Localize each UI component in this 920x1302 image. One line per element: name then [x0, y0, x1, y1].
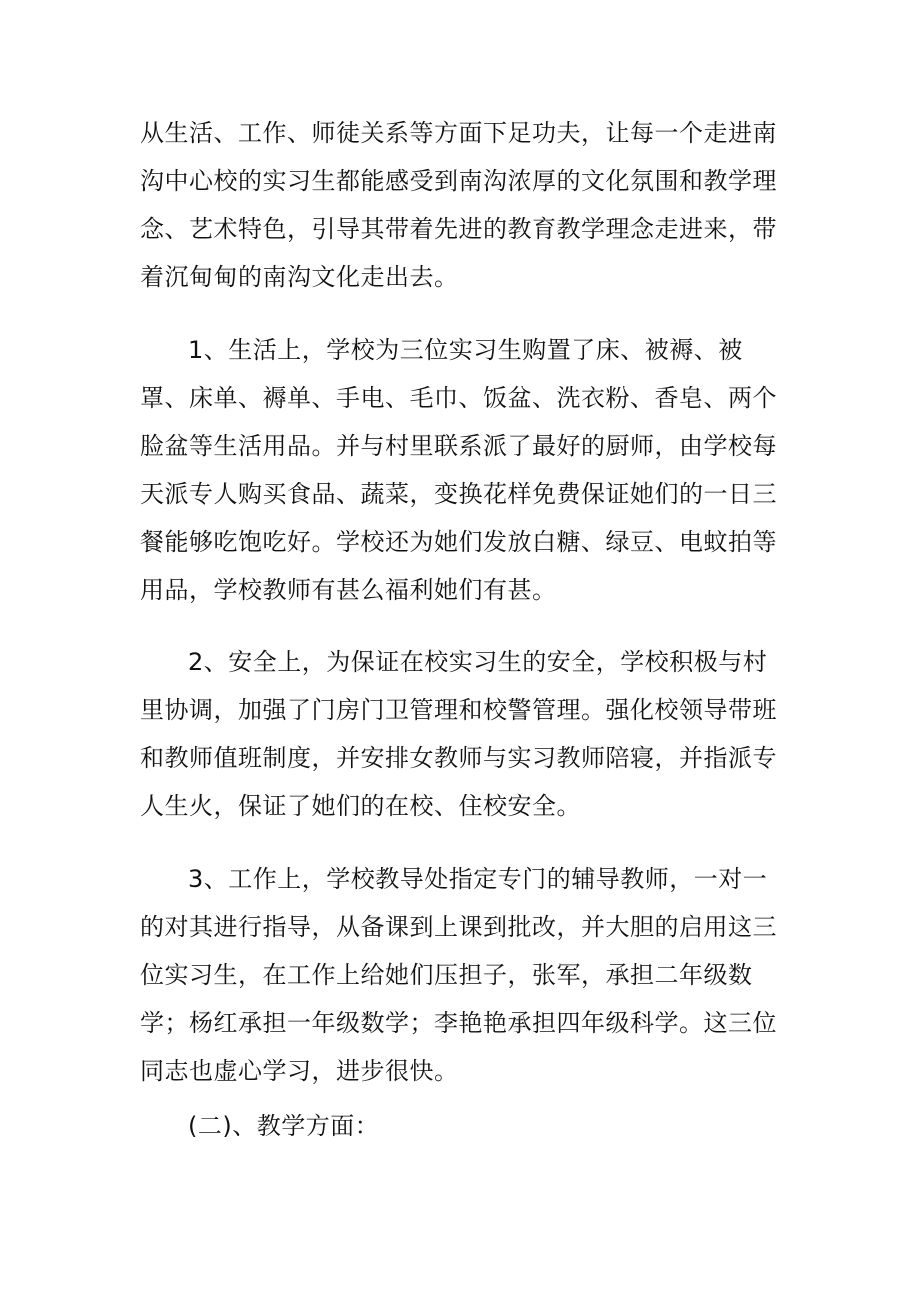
paragraph-safety: 2、安全上，为保证在校实习生的安全，学校积极与村里协调，加强了门房门卫管理和校警管理。强化校领导带班和教师值班制度，并安排女教师与实习教师陪寝，并指派专人生火，保证了她们的在校、住校安全。 [140, 648, 777, 820]
paragraph-living: 1、生活上，学校为三位实习生购置了床、被褥、被罩、床单、褥单、手电、毛巾、饭盆、洗衣粉、香皂、两个脸盆等生活用品。并与村里联系派了最好的厨师，由学校每天派专人购买食品、蔬菜，变换花样免费保证她们的一日三餐能够吃饱吃好。学校还为她们发放白糖、绿豆、电蚊拍等用品，学校教师有甚么福利她们有甚。 [140, 336, 777, 604]
section-heading-teaching: (二)、教学方面： [188, 1112, 380, 1140]
paragraph-intro: 从生活、工作、师徒关系等方面下足功夫，让每一个走进南沟中心校的实习生都能感受到南沟浓厚的文化氛围和教学理念、艺术特色，引导其带着先进的教育教学理念走进来，带着沉甸甸的南沟文化走出去。 [140, 119, 777, 291]
paragraph-work: 3、工作上，学校教导处指定专门的辅导教师，一对一的对其进行指导，从备课到上课到批改，并大胆的启用这三位实习生，在工作上给她们压担子，张军，承担二年级数学；杨红承担一年级数学；李艳艳承担四年级科学。这三位同志也虚心学习，进步很快。 [140, 865, 777, 1085]
